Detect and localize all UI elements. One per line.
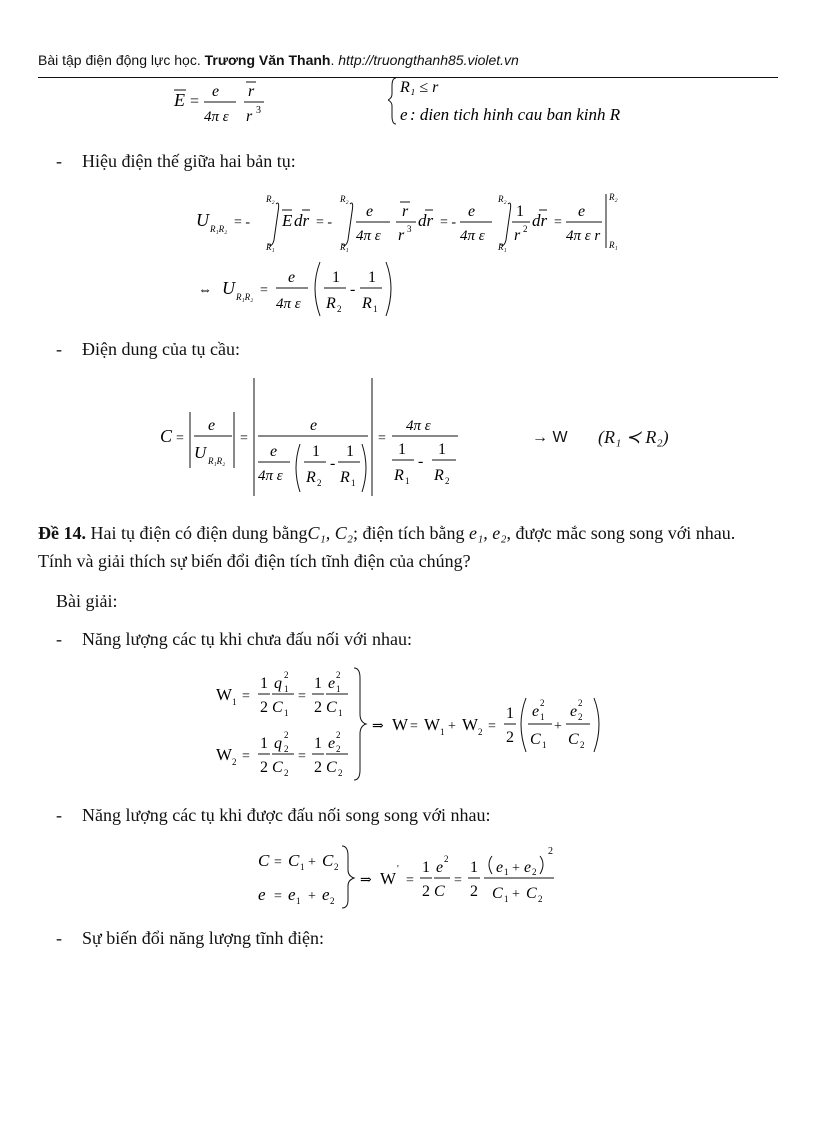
svg-text:1: 1: [300, 862, 305, 872]
svg-text:2: 2: [314, 699, 322, 716]
svg-text:1: 1: [516, 203, 524, 220]
svg-text:e: e: [328, 675, 336, 692]
svg-text:e: e: [328, 735, 336, 752]
svg-text:1: 1: [284, 684, 289, 694]
field-num2: r: [248, 83, 255, 100]
svg-text:+: +: [554, 719, 562, 734]
svg-text:e: e: [288, 269, 296, 286]
header-author: Trương Văn Thanh: [204, 52, 331, 68]
svg-text:2: 2: [260, 759, 268, 776]
svg-text:C: C: [326, 699, 337, 716]
svg-text:C: C: [288, 851, 300, 870]
svg-text:2: 2: [334, 862, 339, 872]
svg-text:1: 1: [351, 478, 356, 488]
header-sep: .: [330, 52, 339, 68]
field-den2: r: [246, 108, 253, 125]
svg-text:1: 1: [314, 735, 322, 752]
svg-text:R₁: R₁: [498, 242, 507, 252]
svg-text:R₂: R₂: [340, 194, 349, 204]
svg-text:⇔: ⇔: [198, 283, 212, 298]
svg-text:4π ε: 4π ε: [356, 228, 381, 244]
svg-text:W: W: [380, 869, 397, 888]
svg-text:2: 2: [336, 730, 341, 740]
formula-energy-after: [256, 842, 566, 912]
svg-text:R₁R₂: R₁R₂: [236, 292, 254, 302]
svg-text:2: 2: [444, 854, 449, 864]
svg-text:C: C: [258, 851, 270, 870]
svg-text:e: e: [288, 885, 296, 904]
formula-potential-result: [196, 258, 406, 322]
svg-text:dr: dr: [418, 211, 434, 230]
page-header: [38, 52, 519, 68]
svg-text:1: 1: [260, 735, 268, 752]
svg-text:1: 1: [368, 269, 376, 286]
svg-text:4π ε: 4π ε: [258, 468, 283, 484]
svg-text:2: 2: [336, 744, 341, 754]
svg-text:2: 2: [284, 730, 289, 740]
svg-text:e: e: [366, 203, 374, 220]
svg-text:-: -: [350, 281, 356, 298]
svg-text:1: 1: [405, 476, 410, 486]
bullet-energy-before: - Năng lượng các tụ khi chưa đấu nối với nhau:: [56, 629, 412, 649]
svg-text:=: =: [242, 749, 250, 764]
svg-text:=: =: [378, 431, 386, 446]
svg-text:R₂: R₂: [609, 192, 618, 202]
svg-text:4π ε r: 4π ε r: [566, 228, 601, 244]
header-prefix: Bài tập điện động lực học.: [38, 52, 205, 68]
svg-text:=: =: [554, 215, 562, 230]
svg-text:2: 2: [548, 846, 553, 857]
field-den2-exp: 3: [256, 105, 261, 116]
svg-text:= -: = -: [234, 215, 251, 230]
problem-14: Đề 14. Hai tụ điện có điện dung bằngC₁, C₂; điện tích bằng e₁, e₂, được mắc song song với nhau. Tính và giải thích sự biến đổi điện tích tĩnh điện của chúng?: [38, 523, 736, 571]
svg-text:=: =: [274, 855, 282, 870]
svg-text:1: 1: [504, 894, 509, 904]
svg-text:r: r: [402, 203, 409, 220]
svg-text:e: e: [532, 703, 540, 720]
svg-text:W: W: [462, 715, 479, 734]
svg-text:2: 2: [338, 768, 343, 778]
svg-text:3: 3: [407, 224, 412, 234]
svg-text:': ': [397, 864, 399, 875]
svg-text:C: C: [526, 885, 537, 902]
svg-text:1: 1: [314, 675, 322, 692]
svg-text:U: U: [196, 210, 209, 230]
svg-text:1: 1: [373, 304, 378, 314]
svg-text:C: C: [322, 851, 334, 870]
svg-text:2: 2: [337, 304, 342, 314]
svg-text:4π ε: 4π ε: [276, 296, 301, 312]
svg-text:C: C: [530, 731, 541, 748]
svg-text:2: 2: [470, 883, 478, 900]
svg-text:C: C: [272, 759, 283, 776]
svg-text:2: 2: [330, 896, 335, 906]
svg-text:e: e: [578, 203, 586, 220]
svg-text:dr: dr: [532, 211, 548, 230]
svg-text:R₁R₂: R₁R₂: [210, 224, 228, 234]
svg-text:R: R: [326, 295, 336, 312]
svg-text:e: e: [310, 417, 318, 434]
formula-field-E: [160, 76, 300, 134]
svg-text:2: 2: [506, 729, 514, 746]
svg-text:2: 2: [578, 712, 583, 722]
svg-text:R₂: R₂: [498, 194, 507, 204]
svg-text:=: =: [454, 873, 462, 888]
svg-text:+: +: [308, 889, 316, 904]
svg-text:+: +: [308, 855, 316, 870]
svg-text:=: =: [406, 873, 414, 888]
capacitance-condition: (R₁ ≺ R₂): [598, 427, 669, 447]
svg-text:e: e: [524, 859, 532, 876]
svg-text:2: 2: [284, 744, 289, 754]
svg-text:=: =: [176, 431, 184, 446]
svg-text:2: 2: [523, 224, 528, 234]
svg-text:2: 2: [314, 759, 322, 776]
problem-charges: e₁, e₂: [468, 523, 507, 543]
svg-text:⇒: ⇒: [372, 719, 384, 734]
svg-text:+: +: [512, 861, 520, 876]
svg-text:=: =: [260, 283, 268, 298]
bullet-potential-difference: - Hiệu điện thế giữa hai bản tụ:: [56, 151, 296, 171]
svg-text:R: R: [362, 295, 372, 312]
svg-text:1: 1: [336, 684, 341, 694]
svg-text:= -: = -: [440, 215, 457, 230]
svg-text:1: 1: [540, 712, 545, 722]
svg-text:=: =: [410, 719, 418, 734]
svg-text:4π ε: 4π ε: [406, 418, 431, 434]
svg-text:1: 1: [260, 675, 268, 692]
svg-text:C: C: [568, 731, 579, 748]
field-lhs: E: [174, 90, 185, 110]
svg-text:R₁: R₁: [609, 240, 618, 250]
header-url: http://truongthanh85.violet.vn: [338, 52, 519, 68]
svg-text:C: C: [434, 883, 445, 900]
svg-text:1: 1: [284, 708, 289, 718]
capacitance-arrow-note: → W: [532, 429, 568, 446]
svg-text:1: 1: [232, 697, 237, 707]
svg-text:1: 1: [312, 443, 320, 460]
cond-2-var: e: [400, 105, 408, 124]
svg-text:C: C: [272, 699, 283, 716]
problem-label: Đề 14.: [38, 523, 86, 543]
bullet-capacitance: - Điện dung của tụ cầu:: [56, 339, 240, 359]
svg-text:q: q: [274, 735, 282, 752]
svg-text:1: 1: [504, 867, 509, 877]
svg-text:2: 2: [232, 757, 237, 767]
cond-1: R₁ ≤ r: [400, 79, 439, 96]
svg-text:e: e: [322, 885, 330, 904]
svg-text:2: 2: [538, 894, 543, 904]
svg-text:2: 2: [578, 698, 583, 708]
svg-text:e: e: [468, 203, 476, 220]
svg-text:E: E: [282, 211, 293, 230]
svg-text:R: R: [394, 467, 404, 484]
svg-text:e: e: [436, 859, 444, 876]
formula-conditions: [388, 76, 688, 128]
svg-text:e: e: [258, 885, 266, 904]
svg-text:R₂: R₂: [266, 194, 275, 204]
svg-text:C: C: [160, 426, 173, 446]
svg-text:=: =: [240, 431, 248, 446]
svg-text:1: 1: [296, 896, 301, 906]
svg-text:W: W: [392, 715, 409, 734]
svg-text:1: 1: [438, 441, 446, 458]
svg-text:r: r: [514, 227, 521, 244]
svg-text:R₁: R₁: [266, 242, 275, 252]
svg-text:1: 1: [346, 443, 354, 460]
solution-label: Bài giải:: [56, 591, 118, 611]
svg-text:W: W: [216, 745, 233, 764]
svg-text:1: 1: [506, 705, 514, 722]
svg-text:R: R: [434, 467, 444, 484]
svg-text:R: R: [340, 469, 350, 486]
field-den1: 4π ε: [204, 109, 229, 125]
svg-text:1: 1: [338, 708, 343, 718]
svg-text:+: +: [512, 887, 520, 902]
svg-text:+: +: [448, 719, 456, 734]
svg-text:2: 2: [422, 883, 430, 900]
bullet-energy-after: - Năng lượng các tụ khi được đấu nối song song với nhau:: [56, 805, 491, 825]
svg-text:=: =: [190, 93, 200, 110]
svg-text:2: 2: [580, 740, 585, 750]
svg-text:R₁R₂: R₁R₂: [208, 456, 226, 466]
svg-text:2: 2: [478, 727, 483, 737]
problem-line2: Tính và giải thích sự biến đổi điện tích tĩnh điện của chúng?: [38, 551, 471, 571]
cond-2-text: : dien tich hinh cau ban kinh R: [410, 105, 621, 124]
svg-text:e: e: [270, 443, 278, 460]
formula-potential-integral: [196, 188, 626, 258]
svg-text:1: 1: [470, 859, 478, 876]
svg-text:1: 1: [440, 727, 445, 737]
svg-text:2: 2: [284, 768, 289, 778]
svg-text:C: C: [492, 885, 503, 902]
svg-text:W: W: [424, 715, 441, 734]
problem-caps: C₁, C₂: [307, 523, 353, 543]
formula-energy-before: [214, 664, 614, 784]
svg-text:U: U: [222, 278, 235, 298]
svg-text:e: e: [570, 703, 578, 720]
svg-text:⇒: ⇒: [360, 873, 372, 888]
svg-text:4π ε: 4π ε: [460, 228, 485, 244]
svg-text:R₁: R₁: [340, 242, 349, 252]
svg-text:1: 1: [542, 740, 547, 750]
svg-text:-: -: [330, 455, 336, 472]
svg-text:=: =: [274, 889, 282, 904]
svg-text:1: 1: [332, 269, 340, 286]
svg-text:e: e: [208, 417, 216, 434]
svg-text:=: =: [242, 689, 250, 704]
svg-text:=: =: [488, 719, 496, 734]
svg-text:2: 2: [445, 476, 450, 486]
svg-text:1: 1: [422, 859, 430, 876]
svg-text:2: 2: [532, 867, 537, 877]
svg-text:= -: = -: [316, 215, 333, 230]
svg-text:dr: dr: [294, 211, 310, 230]
svg-text:-: -: [418, 453, 424, 470]
svg-text:1: 1: [398, 441, 406, 458]
svg-text:=: =: [298, 689, 306, 704]
svg-text:R: R: [306, 469, 316, 486]
field-num1: e: [212, 83, 220, 100]
svg-text:r: r: [398, 227, 405, 244]
svg-text:2: 2: [260, 699, 268, 716]
bullet-energy-change: - Sự biến đổi năng lượng tĩnh điện:: [56, 928, 325, 948]
svg-text:C: C: [326, 759, 337, 776]
svg-text:2: 2: [317, 478, 322, 488]
svg-text:2: 2: [336, 670, 341, 680]
svg-text:W: W: [216, 685, 233, 704]
svg-text:U: U: [194, 443, 207, 462]
svg-text:2: 2: [284, 670, 289, 680]
svg-text:e: e: [496, 859, 504, 876]
svg-text:=: =: [298, 749, 306, 764]
svg-text:q: q: [274, 675, 282, 692]
svg-text:2: 2: [540, 698, 545, 708]
